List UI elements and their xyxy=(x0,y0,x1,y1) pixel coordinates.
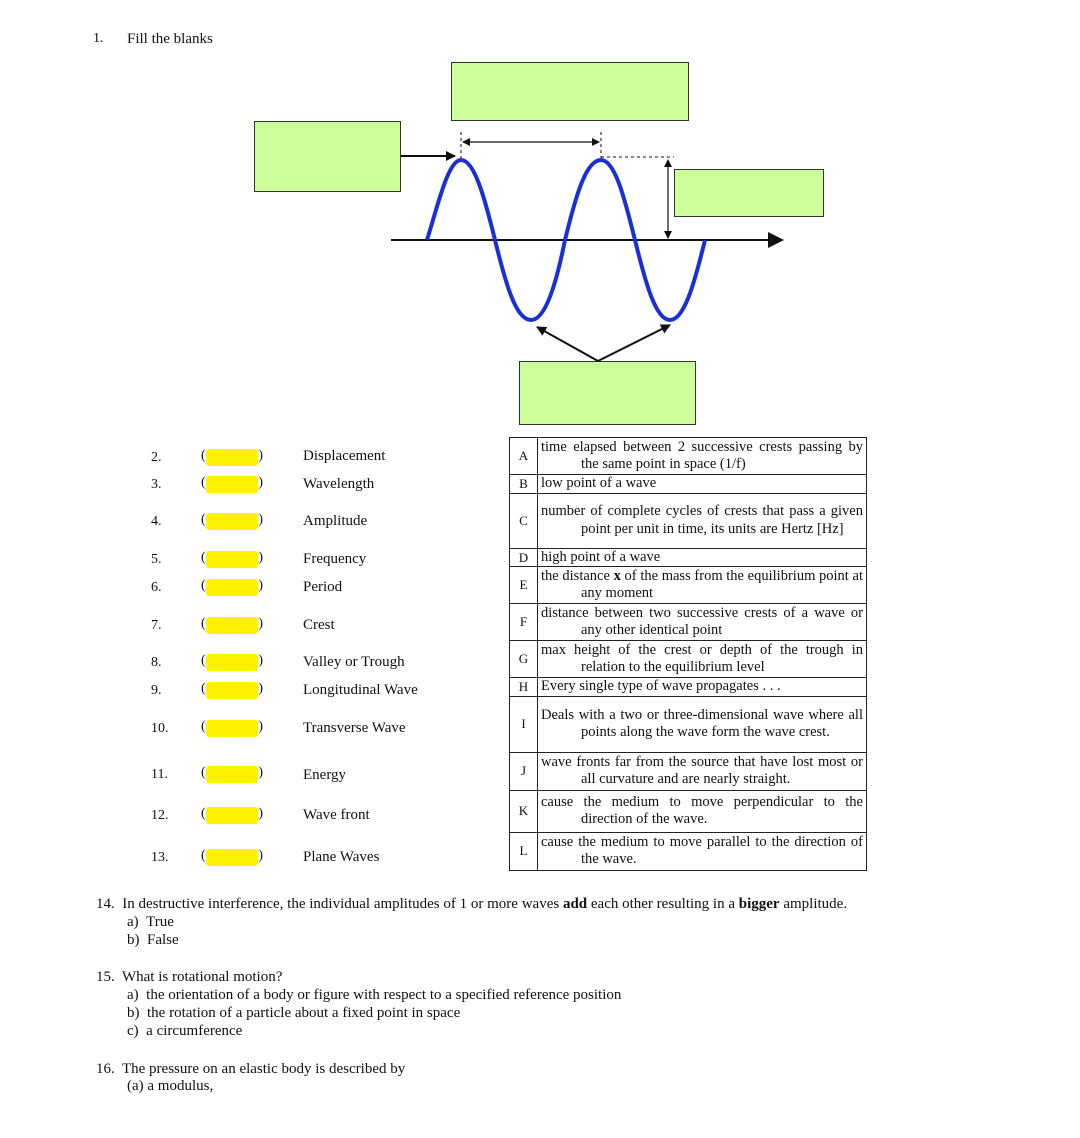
table-row xyxy=(510,696,867,752)
option-b[interactable]: b) the rotation of a particle about a fixed point in space xyxy=(127,1005,461,1021)
table-row xyxy=(510,438,867,475)
table-row xyxy=(510,548,867,567)
answer-blank[interactable]: ( ) xyxy=(201,617,263,634)
table-row xyxy=(510,832,867,870)
answer-blank[interactable]: ( ) xyxy=(201,807,263,824)
term-label: Valley or Trough xyxy=(303,654,405,670)
definition-text: cause the medium to move perpendicular to the direction of the wave. xyxy=(541,793,863,827)
question-1-text: Fill the blanks xyxy=(127,31,213,47)
row-number: 5. xyxy=(151,552,162,567)
term-label: Period xyxy=(303,579,343,595)
definition-letter: I xyxy=(510,696,538,752)
table-row xyxy=(510,493,867,548)
answer-blank[interactable]: ( ) xyxy=(201,551,263,568)
option-a[interactable]: a) the orientation of a body or figure with respect to a specified reference position xyxy=(127,987,622,1003)
table-row xyxy=(510,567,867,604)
answer-blank[interactable]: ( ) xyxy=(201,849,263,866)
definition-letter: A xyxy=(510,438,538,475)
definition-text: wave fronts far from the source that have lost most or all curvature and are nearly straight. xyxy=(541,753,863,787)
definition-text: low point of a wave xyxy=(541,475,657,491)
table-row xyxy=(510,752,867,790)
term-label: Transverse Wave xyxy=(303,720,406,736)
definition-text: Deals with a two or three-dimensional wave where all points along the wave form the wave crest. xyxy=(541,706,863,740)
definition-text: number of complete cycles of crests that pass a given point per unit in time, its units are Hertz [Hz] xyxy=(541,503,863,537)
table-row xyxy=(510,641,867,678)
answer-blank[interactable]: ( ) xyxy=(201,579,263,596)
term-label: Crest xyxy=(303,617,335,633)
definition-text: time elapsed between 2 successive crests passing by the same point in space (1/f) xyxy=(541,438,863,472)
table-row xyxy=(510,790,867,832)
definition-text: the distance x of the mass from the equilibrium point at any moment xyxy=(541,567,863,601)
term-label: Energy xyxy=(303,767,347,783)
answer-blank[interactable]: ( ) xyxy=(201,720,263,737)
definition-text: distance between two successive crests of a wave or any other identical point xyxy=(541,604,863,638)
definition-text: high point of a wave xyxy=(541,548,661,565)
table-row xyxy=(510,475,867,494)
question-number: 15. xyxy=(96,969,115,985)
definition-letter: B xyxy=(510,475,538,494)
question-14: 14. In destructive interference, the individual amplitudes of 1 or more waves add each other resulting in a bigger amplitude. xyxy=(96,896,848,912)
question-16: 16. The pressure on an elastic body is described by xyxy=(96,1061,406,1077)
question-15: 15. What is rotational motion? xyxy=(96,969,283,985)
definition-text: Every single type of wave propagates . . . xyxy=(541,678,781,694)
table-row xyxy=(510,678,867,697)
option-true[interactable]: a) True xyxy=(127,914,174,930)
option-false[interactable]: b) False xyxy=(127,932,179,948)
answer-blank[interactable]: ( ) xyxy=(201,654,263,671)
term-label: Wavelength xyxy=(303,476,375,492)
row-number: 9. xyxy=(151,683,162,698)
term-label: Amplitude xyxy=(303,513,368,529)
definition-letter: G xyxy=(510,641,538,678)
answer-blank[interactable]: ( ) xyxy=(201,476,263,493)
definition-text: max height of the crest or depth of the trough in relation to the equilibrium level xyxy=(541,641,863,675)
definition-letter: H xyxy=(510,678,538,697)
row-number: 11. xyxy=(151,767,168,782)
row-number: 7. xyxy=(151,618,162,633)
answer-blank[interactable]: ( ) xyxy=(201,766,263,783)
table-row xyxy=(510,604,867,641)
answer-blank[interactable]: ( ) xyxy=(201,449,263,466)
answer-blank[interactable]: ( ) xyxy=(201,682,263,699)
axis-arrowhead xyxy=(768,232,784,248)
definition-text: cause the medium to move parallel to the direction of the wave. xyxy=(541,833,863,867)
row-number: 3. xyxy=(151,477,162,492)
row-number: 13. xyxy=(151,850,169,865)
question-1-number: 1. xyxy=(93,31,104,46)
definition-letter: L xyxy=(510,832,538,870)
option-c[interactable]: c) a circumference xyxy=(127,1023,243,1039)
definition-letter: E xyxy=(510,567,538,604)
answer-blank[interactable]: ( ) xyxy=(201,513,263,530)
question-number: 16. xyxy=(96,1061,115,1077)
option-a[interactable]: (a) a modulus, xyxy=(127,1078,214,1094)
term-label: Frequency xyxy=(303,551,367,567)
definition-letter: C xyxy=(510,493,538,548)
definition-letter: J xyxy=(510,752,538,790)
row-number: 2. xyxy=(151,450,162,465)
question-number: 14. xyxy=(96,896,115,912)
row-number: 8. xyxy=(151,655,162,670)
row-number: 4. xyxy=(151,514,162,529)
term-label: Wave front xyxy=(303,807,370,823)
row-number: 12. xyxy=(151,808,169,823)
definition-letter: F xyxy=(510,604,538,641)
term-label: Longitudinal Wave xyxy=(303,682,418,698)
term-label: Displacement xyxy=(303,448,386,464)
term-label: Plane Waves xyxy=(303,849,380,865)
row-number: 10. xyxy=(151,721,169,736)
row-number: 6. xyxy=(151,580,162,595)
definition-letter: K xyxy=(510,790,538,832)
definitions-table xyxy=(509,437,867,871)
definition-letter: D xyxy=(510,548,538,567)
trough-arrow-right xyxy=(598,325,670,361)
trough-arrow-left xyxy=(537,327,598,361)
